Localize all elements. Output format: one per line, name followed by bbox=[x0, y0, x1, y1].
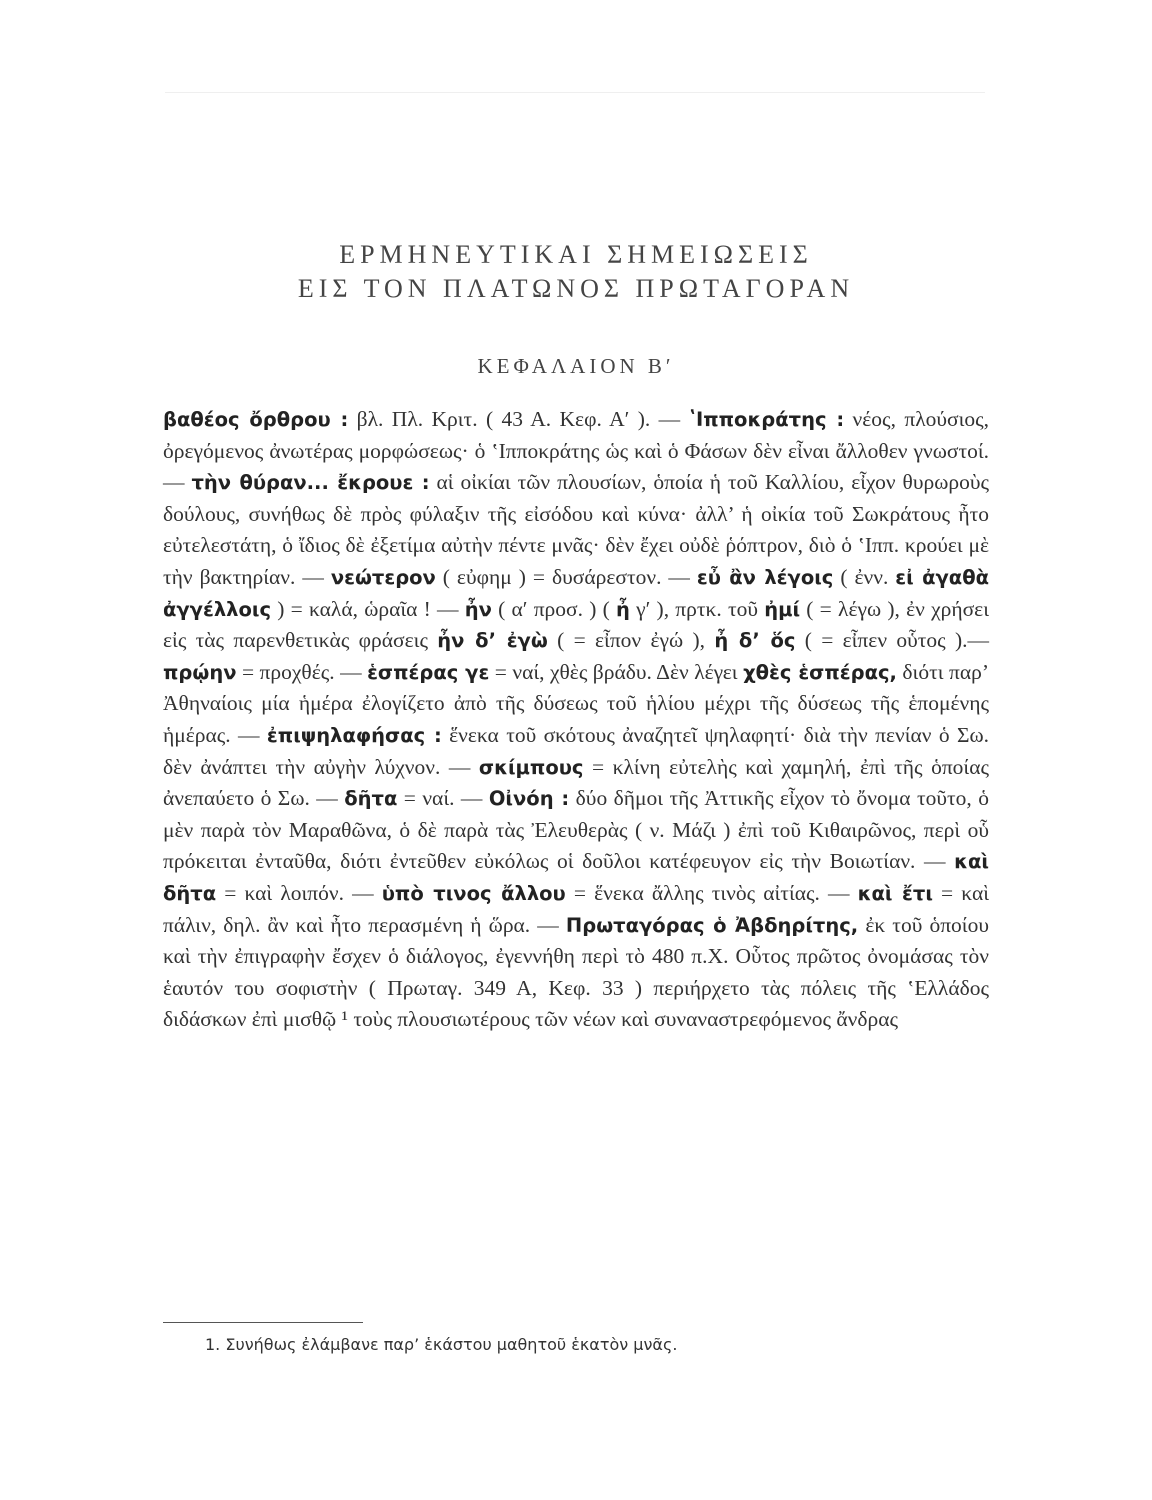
gloss: διότι παρ’ Ἀθηναίοις μία ἡμέρα ἐλογίζετο ἀπὸ τῆς δύσεως τοῦ ἡλίου μέχρι τῆς δύσεως τῆς ἑπομένης ἡμέρας. — bbox=[163, 659, 989, 747]
gloss: = ναί. — bbox=[397, 786, 489, 811]
bleed-through-header bbox=[165, 60, 985, 93]
title-line-2: ΕΙΣ ΤΟΝ ΠΛΑΤΩΝΟΣ ΠΡΩΤΑΓΟΡΑΝ bbox=[297, 274, 855, 303]
footnote-text: Συνήθως ἐλάμβανε παρ’ ἑκάστου μαθητοῦ ἑκατὸν μνᾶς. bbox=[225, 1335, 678, 1354]
lemma: ἐπιψηλαφήσας : bbox=[266, 723, 442, 747]
chapter-heading: ΚΕΦΑΛΑΙΟΝ Β′ bbox=[477, 354, 675, 378]
lemma: ἠμί bbox=[764, 597, 801, 621]
bleed-through-text bbox=[560, 1378, 980, 1400]
lemma: πρῴην bbox=[163, 660, 237, 684]
lemma: ἦ bbox=[616, 597, 630, 621]
footnote bbox=[205, 1335, 985, 1354]
gloss: ( = εἶπεν οὗτος ).— bbox=[795, 628, 989, 653]
lemma: Οἰνόη : bbox=[488, 787, 570, 811]
lemma: χθὲς ἑσπέρας, bbox=[743, 660, 897, 684]
gloss: ( α′ προσ. ) ( bbox=[491, 596, 616, 621]
commentary-paragraph bbox=[163, 404, 989, 1036]
lemma: ʽΙπποκράτης : bbox=[688, 408, 845, 431]
gloss: δύο δῆμοι τῆς Ἀττικῆς εἶχον τὸ ὄνομα τοῦτο, ὁ μὲν παρὰ τὸν Μαραθῶνα, ὁ δὲ παρὰ τὰς Ἐλευθερὰς ( ν. Μάζι ) ἐπὶ τοῦ Κιθαιρῶνος, περὶ οὗ πρόκειται ἐνταῦθα, διότι ἐντεῦθεν εὐκόλως οἱ δοῦλοι κατέφευγον εἰς τὴν Βοιωτίαν. — bbox=[163, 786, 989, 874]
gloss: ( εὐφημ ) = δυσάρεστον. — bbox=[435, 564, 697, 589]
gloss: = κλίνη εὐτελὴς καὶ χαμηλή, ἐπὶ τῆς ὁποίας ἀνεπαύετο ὁ Σω. — bbox=[163, 754, 989, 811]
lemma: ἦν bbox=[464, 597, 492, 621]
title-line-1: ΕΡΜΗΝΕΥΤΙΚΑΙ ΣΗΜΕΙΩΣΕΙΣ bbox=[339, 240, 813, 269]
document-title bbox=[0, 238, 1152, 306]
gloss: βλ. Πλ. Κριτ. ( 43 Α. Κεφ. Α′ ). — bbox=[348, 407, 689, 431]
gloss: = ἕνεκα ἄλλης τινὸς αἰτίας. — bbox=[565, 880, 858, 905]
footnote-divider bbox=[163, 1322, 363, 1323]
gloss: ( = λέγω ), ἐν χρήσει εἰς τὰς παρενθετικὰς φράσεις bbox=[163, 596, 989, 653]
lemma: καὶ δῆτα bbox=[163, 850, 989, 905]
lemma: εὖ ἂν λέγοις bbox=[696, 565, 834, 589]
gloss: ἕνεκα τοῦ σκότους ἀναζητεῖ ψηλαφητί· διὰ τὴν πενίαν ὁ Σω. δὲν ἀνάπτει τὴν αὐγὴν λύχνον. — bbox=[163, 722, 989, 779]
lemma: ἑσπέρας γε bbox=[367, 660, 490, 684]
lemma: νεώτερον bbox=[330, 565, 436, 589]
lemma: ὑπὸ τινος ἄλλου bbox=[381, 881, 566, 905]
gloss: ἐκ τοῦ ὁποίου καὶ τὴν ἐπιγραφὴν ἔσχεν ὁ διάλογος, ἐγεννήθη περὶ τὸ 480 π.Χ. Οὗτος πρῶτος ὀνομάσας τὸν ἑαυτόν του σοφιστὴν ( Πρωταγ. 349 Α, Κεφ. 33 ) περιήρχετο τὰς πόλεις τῆς ʽΕλλάδος διδάσκων ἐπὶ μισθῷ ¹ τοὺς πλουσιωτέρους τῶν νέων καὶ συναναστρεφόμενος ἄνδρας bbox=[163, 912, 989, 1032]
lemma: ἦ δ’ ὅς bbox=[714, 629, 796, 653]
gloss: νέος, πλούσιος, ὀρεγόμενος ἀνωτέρας μορφώσεως· ὁ ʽΙπποκράτης ὡς καὶ ὁ Φάσων δὲν εἶναι ἄλλοθεν γνωστοί. — bbox=[163, 407, 990, 495]
lemma: ἦν δ’ ἐγὼ bbox=[437, 629, 548, 653]
gloss: αἱ οἰκίαι τῶν πλουσίων, ὁποία ἡ τοῦ Καλλίου, εἶχον θυρωροὺς δούλους, συνήθως δὲ πρὸς φύλαξιν τῆς εἰσόδου καὶ κύνα· ἀλλ’ ἡ οἰκία τοῦ Σωκράτους ἦτο εὐτελεστάτη, ὁ ἴδιος δὲ ἐξετίμα αὐτὴν πέντε μνᾶς· δὲν ἔχει οὐδὲ ῥόπτρον, διὸ ὁ ʽΙππ. κρούει μὲ τὴν βακτηρίαν. — bbox=[163, 470, 989, 589]
gloss: ( ἐνν. bbox=[833, 564, 896, 589]
gloss: = προχθές. — bbox=[236, 659, 368, 684]
lemma: σκίμπους bbox=[478, 755, 584, 779]
lemma: εἰ ἀγαθὰ ἀγγέλλοις bbox=[163, 565, 989, 621]
lemma: τὴν θύραν... ἔκρουε : bbox=[191, 471, 430, 495]
footnote-number: 1. bbox=[205, 1335, 221, 1354]
lemma: δῆτα bbox=[344, 787, 398, 811]
gloss: = ναί, χθὲς βράδυ. Δὲν λέγει bbox=[489, 659, 744, 684]
gloss: = καὶ λοιπόν. — bbox=[216, 880, 382, 905]
gloss: = καὶ πάλιν, δηλ. ἂν καὶ ἦτο περασμένη ἡ ὥρα. — bbox=[163, 880, 990, 937]
lemma: καὶ ἔτι bbox=[857, 881, 933, 905]
gloss: ( = εἶπον ἐγώ ), bbox=[547, 628, 715, 653]
lemma: βαθέος ὄρθρου : bbox=[163, 408, 349, 431]
gloss: γ′ ), πρτκ. τοῦ bbox=[629, 596, 765, 621]
lemma: Πρωταγόρας ὁ Ἀβδηρίτης, bbox=[565, 913, 859, 937]
gloss: ) = καλά, ὡραῖα ! — bbox=[271, 596, 465, 621]
